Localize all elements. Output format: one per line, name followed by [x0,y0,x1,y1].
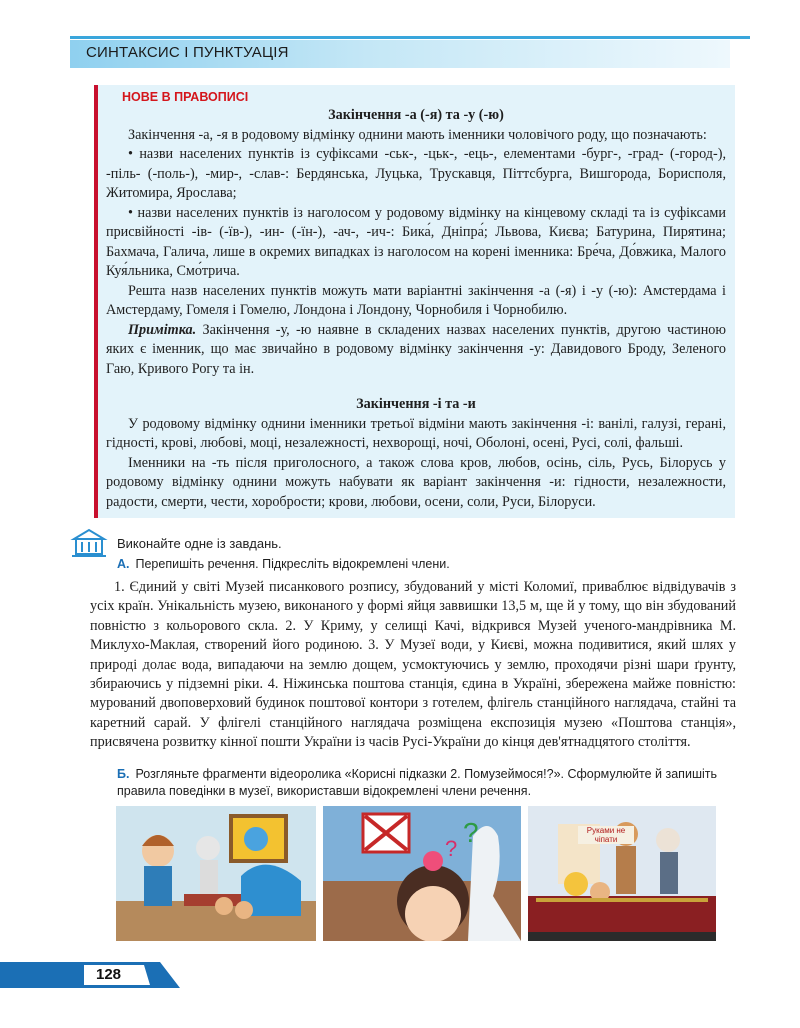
rule-paragraph-2: Решта назв населених пунктів можуть мати варіантні закінчення -а (-я) і -у (-ю): Амстердама і Амстердаму, Гомеля і Гомелю, Лондона і Лондону, Чорнобиля і Чорнобилю. [106,282,726,318]
task-a-letter: А. [117,557,130,571]
rule-bullet-1: • назви населених пунктів із суфіксами -ськ-, -цьк-, -ець-, елементами -бург-, -град- (-город-), -піль- (-поль-), -мир-, -слав-: Бердянська, Луцька, Трускавця, Піттсбурга, Вишгорода, Борисполя, Житомира, Ярослава; [106,146,726,201]
task-intro: Виконайте одне із завдань. [117,536,282,551]
note-text: Закінчення -у, -ю наявне в складених назвах населених пунктів, другою частиною яких є іменник, що має звичайно в родовому відмінку закінчення -у: Давидового Броду, Зеленого Гаю, Кривого Рогу та ін. [106,321,726,377]
note-label: Примітка. [128,321,197,338]
rule-heading-2: Закінчення -і та -и [356,396,476,412]
section-title: СИНТАКСИС І ПУНКТУАЦІЯ [86,44,289,61]
rule-paragraph-4: Іменники на -ть після приголосного, а також слова кров, любов, осінь, сіль, Русь, Білорусь у родовому відмінку однини можуть набувати як варіант закінчення -и: гідности, незалежности, радости, смерти, чести, хоробрости; крови, любови, осени, соли, Руси, Білоруси. [106,454,726,510]
header-top-line [70,36,750,39]
rule-text [106,106,726,512]
svg-text:?: ? [445,836,458,861]
video-frame-1 [116,806,316,941]
task-b-text: Розгляньте фрагменти відеоролика «Корисні підказки 2. Помузеймося!?». Сформулюйте й запишіть правила поведінки в музеї, використавши відокремлені члени речення. [117,767,717,798]
svg-text:?: ? [463,817,479,848]
task-b [117,766,737,799]
rule-heading-1: Закінчення -а (-я) та -у (-ю) [328,107,504,123]
rule-label: НОВЕ В ПРАВОПИСІ [122,90,249,104]
rule-paragraph-1: Закінчення -а, -я в родовому відмінку однини мають іменники чоловічого роду, що позначають: [128,126,707,143]
task-b-letter: Б. [117,767,130,781]
rule-bullet-2: • назви населених пунктів із наголосом у родовому відмінку на кінцевому складі та із суфіксами присвійності -ів- (-їв-), -ин- (-їн-), -ач-, -ич-: Бика́, Дніпра́; Львова, Києва; Батурина, Пирятина; Бахмача, Галича, лише в окремих випадках із наголосом на корені іменника: Бре́ча, До́вжика, Малого Куя́льника, Смо́трича. [106,204,726,279]
task-a [117,557,450,571]
frame-3-sign: Руками не чіпати [578,826,634,844]
rule-paragraph-3: У родовому відмінку однини іменники третьої відміни мають закінчення -і: ванілі, галузі, герані, гідності, крові, любові, моці, незалежності, нехворощі, ночі, Оболоні, осені, Русі, солі, фальші. [106,415,726,451]
page-number-tab [0,962,180,988]
page-number: 128 [96,966,122,983]
task-a-text: Перепишіть речення. Підкресліть відокремлені члени. [135,557,450,571]
rule-note [106,321,726,380]
museum-icon [70,528,108,558]
exercise-text: 1. Єдиний у світі Музей писанкового розпису, збудований у місті Коломиї, приваблює відвідувачів з усіх країн. Унікальність музею, виконаного у формі яйця заввишки 13,5 м, ще й у тому, що він збудований повністю з кольорового скла. 2. У Криму, у селищі Качі, відкрився Музей ученого-мандрівника М. Миклухо-Маклая, створений його родиною. 3. У Музеї води, у Києві, можна подивитися, який шлях у природі долає вода, випадаючи на землю дощем, усмоктуючись у землю, проходячи різні шари ґрунту, збираючись у підземні ріки. 4. Ніжинська поштова станція, єдина в Україні, збережена майже повністю: мурований двоповерховий будинок поштової контори з готелем, флігель станційного наглядача, стайні та каретний сарай. У флігелі станційного наглядача розміщена експозиція музею «Поштова станція», присвячена розвитку кінної пошти України із часів Русі-України до кінця дев'ятнадцятого століття. [90,579,736,751]
video-frame-2 [323,806,521,941]
